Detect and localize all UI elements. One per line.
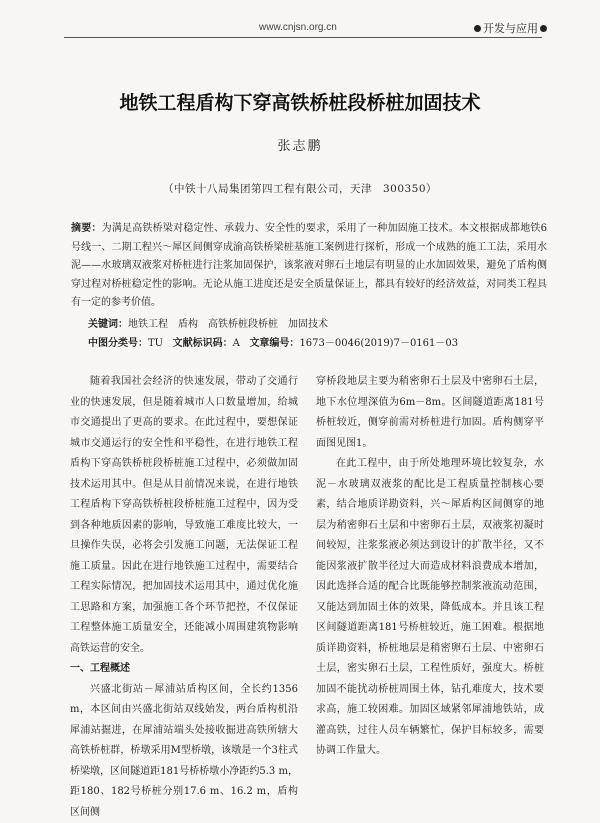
affiliation: （中铁十八局集团第四工程有限公司，天津 300350）: [0, 181, 600, 196]
header-divider: [64, 37, 542, 38]
article-no-value: 1673－0046(2019)7－0161－03: [299, 338, 458, 349]
section-header: [474, 20, 547, 36]
clc-value: TU: [148, 338, 163, 349]
doc-code-label: 文献标识码：: [173, 338, 233, 349]
section-label: 开发与应用: [483, 20, 538, 36]
body-paragraph: 兴盛北街站－犀浦站盾构区间，全长约1356 m，本区间由兴盛北街站双线始发，两台盾构机沿犀浦站掘进，在犀浦站端头处接收掘进高铁所辖大高铁桥桩群，桥墩采用M型桥墩，该墩是一个3柱式桥梁墩，区间隧道距181号桥桥墩小净距约5.3 m，距180、182号桥桩分别17.6 m、16.2 m，盾构区间侧: [70, 680, 298, 823]
abstract-text: 为满足高铁桥梁对稳定性、承载力、安全性的要求，采用了一种加固施工技术。本文根据成都地铁6号线一、二期工程兴～犀区间侧穿成渝高铁桥梁桩基施工案例进行探析，形成一个成熟的施工工法，采用水泥——水玻璃双液浆对桥桩进行注浆加固保护，该浆液对卵石土地层有明显的止水加固效果，避免了盾构侧穿过程对桥桩稳定性的影响。无论从施工进度还是安全质量保证上，都具有较好的经济效益，对同类工程具有一定的参考价值。: [71, 223, 547, 308]
paper-title: 地铁工程盾构下穿高铁桥桩段桥桩加固技术: [0, 88, 600, 115]
body-paragraph: 随着我国社会经济的快速发展，带动了交通行业的快速发展，但是随着城市人口数量增加，给城市交通提出了更高的要求。在此过程中，要想保证城市交通运行的安全性和平稳性，在进行地铁工程盾构下穿高铁桥桩段桥桩施工过程中，必须做加固技术运用其中。但是从目前情况来说，在进行地铁工程盾构下穿高铁桥桩段桥桩施工过程中，因为受到各种地质因素的影响，导致施工难度比较大，一旦操作失误，必将会引发施工问题，无法保证工程施工质量。因此在进行地铁施工过程中，需要结合工程实际情况，把加固技术运用其中，通过优化施工思路和方案，加强施工各个环节把控，不仅保证工程整体施工质量安全，还能减小周围建筑物影响高铁运营的安全。: [70, 372, 298, 659]
abstract: [71, 220, 547, 313]
doc-code-value: A: [233, 338, 240, 349]
keywords: [88, 316, 548, 334]
clc-label: 中图分类号：: [88, 338, 148, 349]
body-left-column: [70, 372, 298, 823]
article-no-label: 文章编号：: [249, 338, 299, 349]
section-heading: 一、工程概述: [70, 659, 298, 680]
body-paragraph: 穿桥段地层主要为稍密卵石土层及中密卵石土层，地下水位埋深值为6m－8m。区间隧道距离181号桥桩较近，侧穿前需对桥桩进行加固。盾构侧穿平面图见图1。: [316, 372, 544, 454]
keywords-text: 地铁工程 盾构 高铁桥桩段桥桩 加固技术: [128, 319, 328, 330]
bullet-icon: [540, 25, 547, 32]
body-paragraph: 在此工程中，由于所处地理环境比较复杂，水泥－水玻璃双液浆的配比是工程质量控制核心要素，结合地质详勘资料，兴～犀盾构区间侧穿的地层为稍密卵石土层和中密卵石土层，双液浆初凝时间较短，注浆浆液必须达到设计的扩散半径，又不能因浆液扩散半径过大而造成材料浪费成本增加，因此选择合适的配合比既能够控制浆液流动范围，又能达到加固土体的效果，降低成本。并且该工程区间隧道距离181号桥桩较近，施工困难。根据地质详勘资料，桥桩地层是稍密卵石土层、中密卵石土层，密实卵石土层，工程性质好，强度大。桥桩加固不能扰动桥桩周围土体，钻孔难度大，技术要求高，施工较困难。加固区域紧邻犀浦地铁站，成灌高铁，过往人员车辆繁忙，保护目标较多，需要协调工作量大。: [316, 454, 544, 762]
classification-info: [88, 335, 548, 353]
keywords-label: 关键词：: [88, 319, 128, 330]
author: 张志鹏: [0, 135, 600, 154]
body-right-column: [316, 372, 544, 762]
bullet-icon: [474, 25, 481, 32]
journal-url: www.cnjsn.org.cn: [259, 22, 337, 33]
abstract-label: 摘要：: [71, 223, 102, 234]
